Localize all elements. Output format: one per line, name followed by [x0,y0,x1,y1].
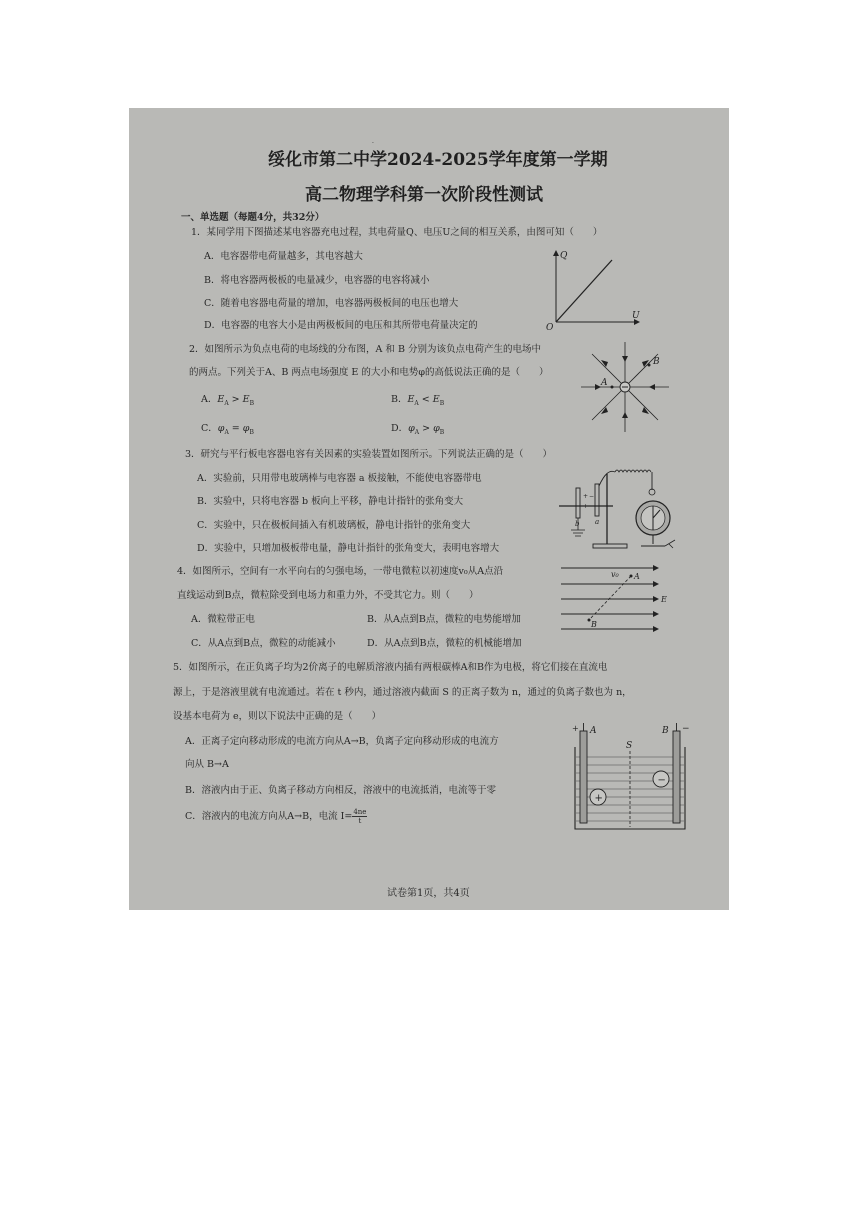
field-point-a-label: A [634,572,640,581]
q4-option-c: C．从A点到B点，微粒的动能减小 [191,638,336,649]
question-5-stem-line3: 设基本电荷为 e，则以下说法中正确的是（ ） [173,711,382,722]
field-lines-figure [579,338,671,436]
qu-graph-figure [544,248,644,333]
q5-option-c: C．溶液内的电流方向从A→B，电流 I= $\frac{4ne}{t}$ [185,808,367,825]
q5-option-b: B．溶液内由于正、负离子移动方向相反，溶液中的电流抵消，电流等于零 [185,785,496,796]
positive-ion: + [594,793,603,804]
point-a-label: A [601,378,608,388]
q1-option-a: A．电容器带电荷量越多，其电容越大 [204,251,363,262]
plate-a-label: a [595,518,600,526]
graph-x-label: U [632,311,640,321]
exam-paper-photo: · 绥化市第二中学2024-2025学年度第一学期 高二物理学科第一次阶段性测试 一、单选题（每题4分，共32分） 1．某同学用下图描述某电容器充电过程，其电荷量Q、电压U之间的相互关系，由图可知（ ） A．电容器带电荷量越多，其电容越大 B．将电容器两极板的电量减少，电容器的电容将减小 C．随着电容器电荷量的增加，电容器两极板间的电压也增大 D．电容器的电容大小是由两极板间的电压和其所带电荷量决定的 Q U O 2．如图所示为负点电荷的电场线的分布图，A 和 B 分别为该负点电荷产生的电场中 的两点。下列关于A、B 两点电场强度 E 的大小和电势φ的高低说法正确的是（ ） A．$E_A > E_B$ B．$E_A < E_B$ C．$\varphi_A = \varphi_B$ D．$\varphi_A > \varphi_B$ A B 3．研究与平行板电容器电容有关因素的实验装置如图所示。下列说法正确的是（ ） A．实验前，只用带电玻璃棒与电容器 a 板接触，不能使电容器带电 B．实验中，只将电容器 b 板向上平移，静电计指针的张角变大 C．实验中，只在极板间插入有机玻璃板，静电计指针的张角变大 D．实验中，只增加极板带电量，静电计指针的张角变大，表明电容增大 + + − − a b 4．如图所示，空间有一水平向右的匀强电场，一带电微粒以初速度v₀从A点沿 直线运动到B点，微粒除受到电场力和重力外，不受其它力。则（ ） A．微粒带正电 B．从A点到B点，微粒的电势能增加 C．从A点到B点，微粒的动能减小 D．从A点到B点，微粒的机械能增加 v₀ A B E 5．如图所示，在正负离子均为2价离子的电解质溶液内插有两根碳棒A和B作为电极，将它们接在直流电 源上，于是溶液里就有电流通过。若在 t 秒内，通过溶液内截面 S 的正离子数为 n，通过的负离子数也为 n， 设基本电荷为 e，则以下说法中正确的是（ ） A．正离子定向移动形成的电流方向从A→B，负离子定向移动形成的电流方 向从 B→A B．溶液内由于正、负离子移动方向相反，溶液中的电流抵消，电流等于零 C．溶液内的电流方向从A→B，电流 I= $\frac{4ne}{t}$ + A B − S + − 试卷第1页，共4页 [129,108,729,910]
velocity-label: v₀ [611,570,619,579]
plate-b-label: b [575,520,580,528]
svg-text:+: + [583,503,589,510]
q1-option-d: D．电容器的电容大小是由两极板间的电压和其所带电荷量决定的 [204,320,478,331]
question-5-stem-line1: 5．如图所示，在正负离子均为2价离子的电解质溶液内插有两根碳棒A和B作为电极，将它们接在直流电 [173,662,608,673]
question-4-stem-line2: 直线运动到B点，微粒除受到电场力和重力外，不受其它力。则（ ） [177,590,479,601]
q3-option-a: A．实验前，只用带电玻璃棒与电容器 a 板接触，不能使电容器带电 [197,473,482,484]
electrolysis-figure [569,723,693,835]
q1-option-b: B．将电容器两极板的电量减少，电容器的电容将减小 [204,275,430,286]
q2-option-a: A．$E_A > E_B$ [201,394,255,407]
question-1-stem: 1．某同学用下图描述某电容器充电过程，其电荷量Q、电压U之间的相互关系，由图可知（ ） [191,227,603,238]
section-heading: 一、单选题（每题4分，共32分） [181,212,325,223]
electrode-a-label: A [590,726,597,736]
negative-ion: − [657,775,666,786]
question-4-stem-line1: 4．如图所示，空间有一水平向右的匀强电场，一带电微粒以初速度v₀从A点沿 [177,566,504,577]
field-e-label: E [661,595,667,604]
q3-option-b: B．实验中，只将电容器 b 板向上平移，静电计指针的张角变大 [197,496,464,507]
svg-text:−: − [589,493,595,500]
q4-option-b: B．从A点到B点，微粒的电势能增加 [367,614,521,625]
point-b-label: B [653,357,660,367]
q2-option-b: B．$E_A < E_B$ [391,394,445,407]
q5-option-a-cont: 向从 B→A [185,759,229,770]
uniform-field-figure [559,560,667,636]
q3-option-d: D．实验中，只增加极板带电量，静电计指针的张角变大，表明电容增大 [197,543,500,554]
section-s-label: S [626,741,633,751]
current-fraction: $\frac{4ne}{t}$ [353,808,367,825]
school-title: 绥化市第二中学2024-2025学年度第一学期 [268,150,608,170]
page-footer: 试卷第1页，共4页 [387,888,470,899]
q1-option-c: C．随着电容器电荷量的增加，电容器两极板间的电压也增大 [204,298,459,309]
electrode-b-label: B [662,726,669,736]
capacitor-apparatus-figure [549,460,689,552]
question-2-stem-line2: 的两点。下列关于A、B 两点电场强度 E 的大小和电势φ的高低说法正确的是（ ） [189,367,549,378]
question-5-stem-line2: 源上，于是溶液里就有电流通过。若在 t 秒内，通过溶液内截面 S 的正离子数为 n，通过的负离子数也为 n， [173,687,632,698]
terminal-minus-label: − [682,724,690,734]
q2-option-c: C．$\varphi_A = \varphi_B$ [201,423,254,436]
q4-option-d: D．从A点到B点，微粒的机械能增加 [367,638,522,649]
graph-origin-label: O [546,323,554,333]
svg-text:−: − [589,503,595,510]
q4-option-a: A．微粒带正电 [191,614,255,625]
svg-text:+: + [583,493,589,500]
terminal-plus-label: + [572,724,579,733]
q5-option-a: A．正离子定向移动形成的电流方向从A→B，负离子定向移动形成的电流方 [185,736,499,747]
question-2-stem-line1: 2．如图所示为负点电荷的电场线的分布图，A 和 B 分别为该负点电荷产生的电场中 [189,344,541,355]
question-3-stem: 3．研究与平行板电容器电容有关因素的实验装置如图所示。下列说法正确的是（ ） [185,449,553,460]
graph-y-label: Q [560,251,568,261]
field-point-b-label: B [591,620,597,629]
q2-option-d: D．$\varphi_A > \varphi_B$ [391,423,445,436]
exam-title: 高二物理学科第一次阶段性测试 [305,185,543,205]
q3-option-c: C．实验中，只在极板间插入有机玻璃板，静电计指针的张角变大 [197,520,471,531]
